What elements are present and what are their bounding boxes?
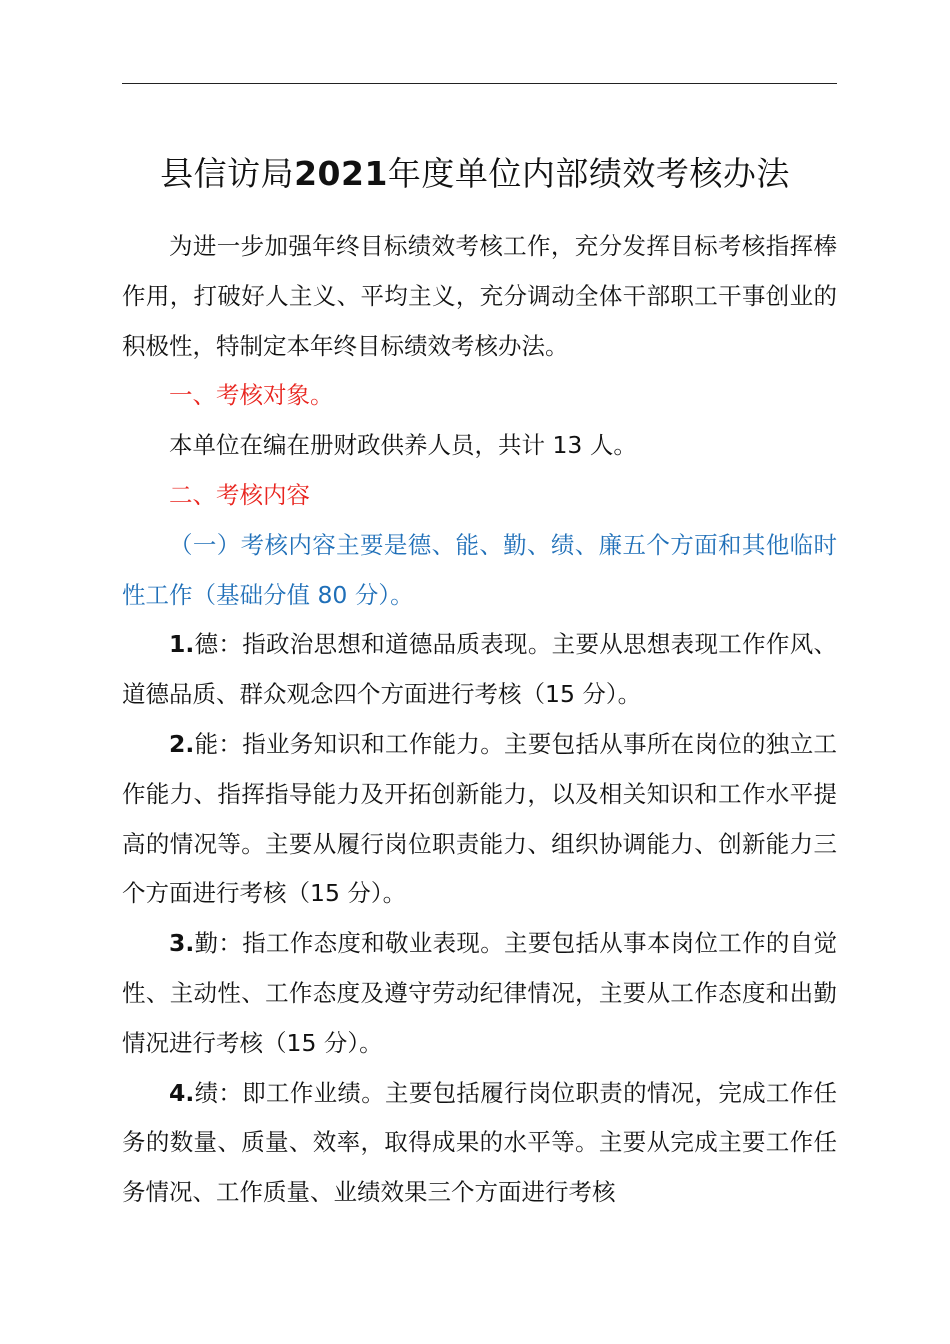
item-number: 1. (169, 630, 195, 659)
item-number: 4. (169, 1078, 195, 1107)
intro-paragraph: 为进一步加强年终目标绩效考核工作，充分发挥目标考核指挥棒作用，打破好人主义、平均主义，充分调动全体干部职工干事创业的积极性，特制定本年终目标绩效考核办法。 (122, 232, 837, 360)
section-heading-2: 二、考核内容 (169, 480, 310, 509)
item-text: 勤：指工作态度和敬业表现。主要包括从事本岗位工作的自觉性、主动性、工作态度及遵守劳动纪律情况，主要从工作态度和出勤情况进行考核（15 分）。 (122, 929, 837, 1057)
list-item-qin (122, 919, 837, 1068)
list-item-de (122, 620, 837, 720)
item-text: 德：指政治思想和道德品质表现。主要从思想表现工作作风、道德品质、群众观念四个方面进行考核（15 分）。 (122, 630, 837, 709)
item-text: 能：指业务知识和工作能力。主要包括从事所在岗位的独立工作能力、指挥指导能力及开拓创新能力，以及相关知识和工作水平提高的情况等。主要从履行岗位职责能力、组织协调能力、创新能力三个方面进行考核（15 分）。 (122, 729, 837, 908)
title-suffix: 年度单位内部绩效考核办法 (387, 154, 790, 193)
item-number: 3. (169, 929, 195, 958)
subsection-heading-1: （一）考核内容主要是德、能、勤、绩、廉五个方面和其他临时性工作（基础分值 80 分）。 (122, 530, 837, 609)
page-title (0, 146, 950, 202)
section-heading-1: 一、考核对象。 (169, 381, 334, 410)
section-1-text: 本单位在编在册财政供养人员，共计 13 人。 (169, 431, 637, 460)
item-text: 绩：即工作业绩。主要包括履行岗位职责的情况，完成工作任务的数量、质量、效率，取得成果的水平等。主要从完成主要工作任务情况、工作质量、业绩效果三个方面进行考核 (122, 1078, 837, 1207)
header-rule (122, 83, 837, 84)
list-item-ji (122, 1069, 837, 1218)
item-number: 2. (169, 729, 195, 758)
document-body (122, 222, 837, 1218)
list-item-neng (122, 720, 837, 919)
title-prefix: 县信访局 (160, 154, 295, 193)
title-year: 2021 (294, 154, 388, 193)
